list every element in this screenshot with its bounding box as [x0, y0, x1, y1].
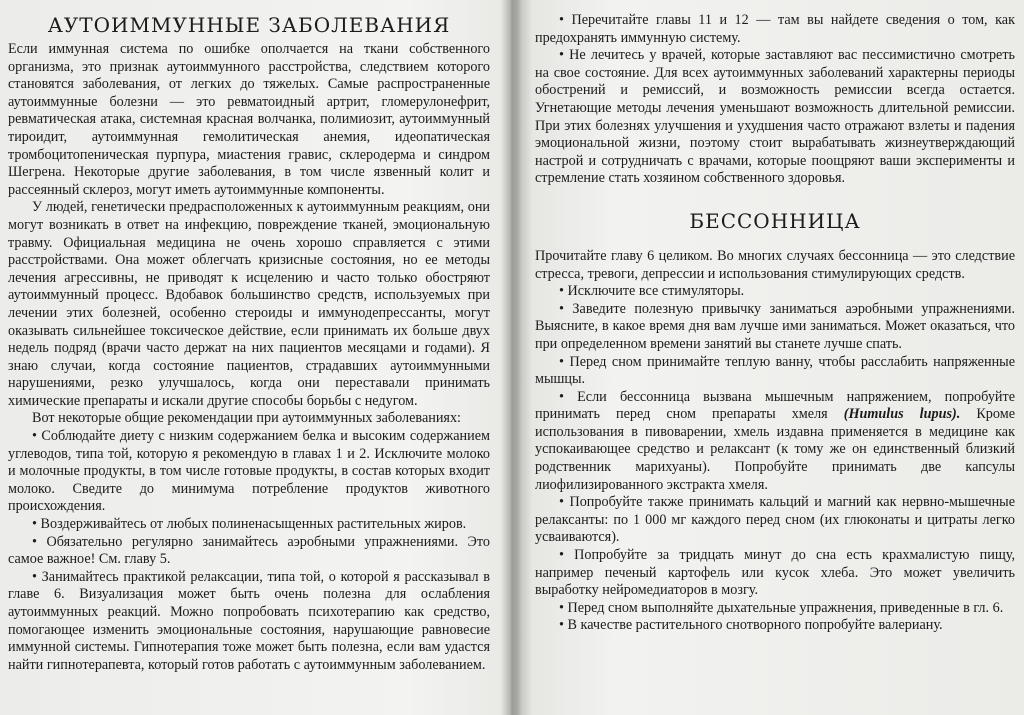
- bullet-text: • Если бессонница вызвана мышечным напряжением, попробуйте принимать перед сном препараты хмеля: [535, 388, 1015, 423]
- paragraph: Прочитайте главу 6 целиком. Во многих случаях бессонница — это следствие стресса, тревоги, депрессии и использования стимулирующих средств.: [535, 247, 1015, 282]
- bullet-item: • Исключите все стимуляторы.: [559, 283, 745, 300]
- section-title-insomnia: БЕССОННИЦА: [689, 208, 861, 233]
- bullet-item-hops: [535, 389, 1015, 495]
- latin-name: (Humulus lupus).: [843, 406, 961, 423]
- section-title-autoimmune: АУТОИММУННЫЕ ЗАБОЛЕВАНИЯ: [47, 13, 451, 37]
- book-gutter: [500, 0, 522, 715]
- paragraph: Если иммунная система по ошибке ополчается на ткани собственного организма, это признак аутоиммунного расстройства, следствием которого становятся заболевания, от легких до тяжелых. Самые распространенные аутоиммунные болезни — это ревматоидный артрит, гломерулонефрит, ревматическая атака, системная красная волчанка, полимиозит, аутоиммунный тироидит, аутоиммунная гемолитическая анемия, идеопатическая тромбоцитопеническая пурпура, миастения гравис, склеродерма и синдром Шегрена. Некоторые другие заболевания, в том числе язвенный колит и рассеянный склероз, могут иметь аутоиммунные компоненты.: [8, 41, 490, 198]
- bullet-item: • Попробуйте за тридцать минут до сна есть крахмалистую пищу, например печеный картофель или кусок хлеба. Это может увеличить выработку нейромедиаторов в мозгу.: [535, 547, 1015, 599]
- bullet-text: Кроме использования в пивоварении, хмель издавна применяется в медицине как успокаивающее средство и релаксант (к тому же он единственный близкий родственник марихуаны). Попробуйте принимать две капсулы лиофилизированного экстракта хмеля.: [535, 406, 1015, 493]
- paragraph: У людей, генетически предрасположенных к аутоиммунным реакциям, они могут возникать в ответ на инфекцию, повреждение тканей, эмоциональную травму. Официальная медицина не очень хорошо справляется с этими расстройствами. Она может облегчать кризисные состояния, но ее методы лечения агрессивны, не приводят к исцелению и часто только обостряют аутоиммунный процесс. Вдобавок большинство средств, используемых при лечении этих болезней, особенно стероиды и иммунодепрессанты, могут оказывать сильнейшее токсическое действие, если принимать их больше двух недель подряд (врачи часто держат на них пациентов месяцами и годами). Я знаю случаи, когда состояние пациентов, страдавших аутоиммунными нарушениями, резко улучшалось, когда они переставали принимать химические препараты и искали другие способы борьбы с недугом.: [8, 199, 490, 409]
- bullet-item: • Воздерживайтесь от любых полиненасыщенных растительных жиров.: [32, 516, 467, 533]
- left-page: [8, 0, 490, 715]
- bullet-item: • Занимайтесь практикой релаксации, типа той, о которой я рассказывал в главе 6. Визуализация может быть очень полезна для ослабления аутоиммунных реакций. Можно попробовать психотерапию как средство, помогающее изменить эмоциональные состояния, нарушающие равновесие иммунной системы. Гипнотерапия тоже может быть полезна, если вам удастся найти гипнотерапевта, который готов работать с аутоиммунным заболеванием.: [8, 568, 490, 673]
- bullet-item: • Перечитайте главы 11 и 12 — там вы найдете сведения о том, как предохранять иммунную систему.: [535, 12, 1015, 46]
- bullet-item: • Обязательно регулярно занимайтесь аэробными упражнениями. Это самое важное! См. главу 5.: [8, 533, 490, 568]
- paragraph: Вот некоторые общие рекомендации при аутоиммунных заболеваниях:: [32, 410, 461, 427]
- right-page: [535, 0, 1015, 715]
- bullet-item: • Соблюдайте диету с низким содержанием белка и высоким содержанием углеводов, типа той, которую я рекомендую в главах 1 и 2. Исключите молоко и молочные продукты, в том числе готовые продукты, в состав которых входит молоко. Сведите до минимума потребление продуктов животного происхождения.: [8, 428, 490, 515]
- bullet-item: • Перед сном выполняйте дыхательные упражнения, приведенные в гл. 6.: [559, 599, 1004, 616]
- bullet-item: • Не лечитесь у врачей, которые заставляют вас пессимистично смотреть на свое состояние. Для всех аутоиммунных заболеваний характерны периоды обострений и ремиссий, и возможность ремиссии всегда остается. Угнетающие методы лечения уменьшают возможность длительной ремиссии. При этих болезнях улучшения и ухудшения часто отражают взлеты и падения эмоциональной жизни, поэтому стоит вырабатывать жизнеутверждающий настрой и сотрудничать с врачами, которые поощряют ваши эксперименты и стремление стать хозяином собственного здоровья.: [535, 47, 1015, 187]
- bullet-item: • В качестве растительного снотворного попробуйте валериану.: [559, 617, 943, 634]
- bullet-item: • Заведите полезную привычку заниматься аэробными упражнениями. Выясните, в какое время дня вам лучше ими заниматься. Может оказаться, что при определенном времени занятий вы станете лучше спать.: [535, 300, 1015, 352]
- bullet-item: • Попробуйте также принимать кальций и магний как нервно-мышечные релаксанты: по 1 000 мг каждого перед сном (их глюконаты и цитраты легко усваиваются).: [535, 494, 1015, 546]
- bullet-item: • Перед сном принимайте теплую ванну, чтобы расслабить напряженные мышцы.: [535, 353, 1015, 388]
- continued-bullets: [535, 0, 1015, 188]
